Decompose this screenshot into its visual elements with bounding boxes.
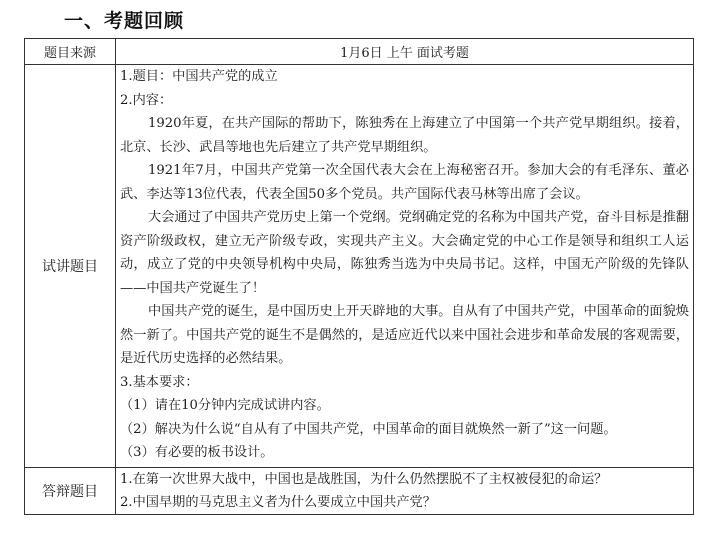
- paragraph: 1920年夏，在共产国际的帮助下，陈独秀在上海建立了中国第一个共产党早期组织。接着，北京、长沙、武昌等地也先后建立了共产党早期组织。: [120, 116, 689, 155]
- lecture-row: [25, 65, 694, 468]
- source-value: 1月6日 上午 面试考题: [116, 39, 694, 65]
- content-heading: 2.内容：: [120, 92, 173, 108]
- requirement-item: （2）解决为什么说“自从有了中国共产党，中国革命的面目就焕然一新了”这一问题。: [120, 421, 617, 437]
- requirement-item: （3）有必要的板书设计。: [120, 445, 274, 460]
- source-label: 题目来源: [25, 39, 116, 65]
- topic-line: 1.题目：中国共产党的成立: [120, 69, 278, 84]
- defense-row: [25, 467, 694, 514]
- lecture-label: 试讲题目: [25, 65, 116, 468]
- paragraph: 大会通过了中国共产党历史上第一个党纲。党纲确定党的名称为中国共产党，奋斗目标是推翻资产阶级政权，建立无产阶级专政，实现共产主义。大会确定党的中心工作是领导和组织工人运动，成立了党的中央领导机构中央局，陈独秀当选为中央局书记。这样，中国无产阶级的先锋队——中国共产党诞生了！: [120, 210, 689, 296]
- defense-question: 1.在第一次世界大战中，中国也是战胜国，为什么仍然摆脱不了主权被侵犯的命运？: [120, 471, 608, 487]
- defense-content: [116, 467, 694, 514]
- requirement-item: （1）请在10分钟内完成试讲内容。: [120, 398, 330, 413]
- paragraph: 1921年7月，中国共产党第一次全国代表大会在上海秘密召开。参加大会的有毛泽东、董必武、李达等13位代表，代表全国50多个党员。共产国际代表马林等出席了会议。: [120, 163, 689, 202]
- paragraph: 中国共产党的诞生，是中国历史上开天辟地的大事。自从有了中国共产党，中国革命的面貌焕然一新了。中国共产党的诞生不是偶然的，是适应近代以来中国社会进步和革命发展的客观需要，是近代历史选择的必然结果。: [120, 304, 689, 366]
- header-row: [25, 39, 694, 65]
- lecture-content: [116, 65, 694, 468]
- exam-table: [24, 38, 694, 515]
- section-title: 一、考题回顾: [64, 10, 185, 32]
- defense-label: 答辩题目: [25, 467, 116, 514]
- requirements-heading: 3.基本要求：: [120, 374, 199, 390]
- defense-question: 2.中国早期的马克思主义者为什么要成立中国共产党？: [120, 494, 436, 510]
